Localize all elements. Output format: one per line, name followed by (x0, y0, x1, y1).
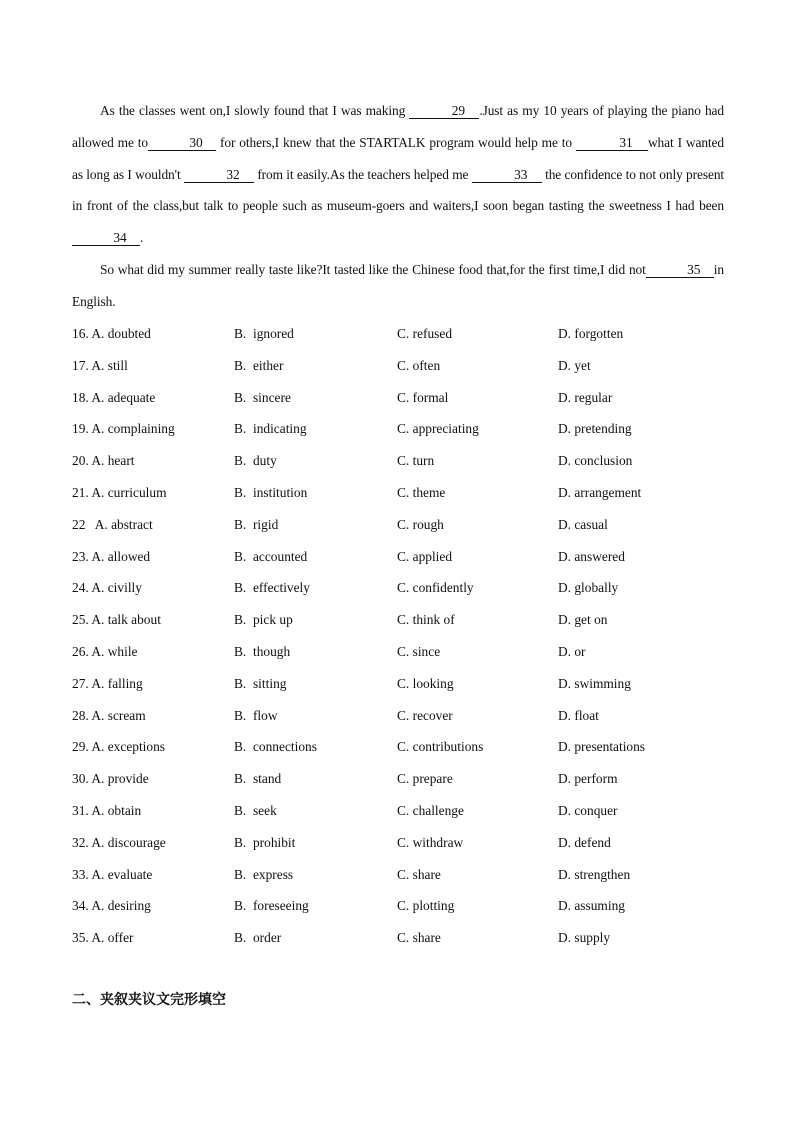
option-d: D. casual (558, 516, 608, 532)
question-number: 32. A. (72, 834, 105, 850)
option-b: B. institution (234, 484, 308, 500)
option-a (72, 827, 166, 859)
passage-text: for others,I knew that the STARTALK program would help me to (220, 134, 572, 150)
passage-text: from it easily.As the teachers helped me (257, 166, 469, 182)
question-row (72, 827, 712, 859)
question-number: 34. A. (72, 898, 105, 914)
option-d: D. regular (558, 389, 613, 405)
passage-text: the confidence to not only present in front of the class,but talk to people such as museum-goers and waiters,I soon began tasting the sweetness I had been (72, 166, 725, 214)
option-d: D. conclusion (558, 453, 633, 469)
option-c: C. appreciating (397, 421, 479, 437)
question-row (72, 413, 712, 445)
question-number: 26. A. (72, 643, 105, 659)
option-b: B. either (234, 357, 284, 373)
option-c: C. share (397, 930, 441, 946)
option-b: B. foreseeing (234, 898, 309, 914)
option-a-text: civilly (107, 580, 142, 596)
option-a (72, 763, 149, 795)
option-b: B. seek (234, 802, 277, 818)
blank-34: 34 (72, 230, 140, 246)
question-number: 27. A. (72, 675, 105, 691)
option-c: C. share (397, 866, 441, 882)
option-c: C. prepare (397, 771, 453, 787)
question-row (72, 445, 712, 477)
option-c: C. formal (397, 389, 449, 405)
option-a (72, 509, 153, 541)
option-d: D. conquer (558, 802, 618, 818)
blank-29: 29 (409, 103, 479, 119)
option-a-text: evaluate (107, 866, 153, 882)
question-row (72, 509, 712, 541)
option-a-text: doubted (107, 326, 151, 341)
passage-text: . (140, 230, 144, 246)
option-a (72, 604, 161, 636)
option-a-text: abstract (111, 516, 153, 532)
question-number: 19. A. (72, 421, 105, 437)
option-a (72, 477, 166, 509)
option-a (72, 731, 165, 763)
option-b: B. duty (234, 453, 277, 469)
blank-33: 33 (472, 167, 542, 183)
question-row (72, 318, 712, 350)
option-a-text: adequate (107, 389, 156, 405)
question-number: 17. A. (72, 357, 105, 373)
question-row (72, 731, 712, 763)
question-number: 23. A. (72, 548, 105, 564)
passage-paragraph-1 (72, 95, 724, 254)
option-d: D. globally (558, 580, 619, 596)
question-number: 29. A. (72, 739, 105, 755)
option-b: B. flow (234, 707, 278, 723)
passage-text: what I wanted as long as I wouldn't (72, 134, 724, 182)
option-a (72, 445, 135, 477)
question-number: 25. A. (72, 612, 105, 628)
option-a-text: provide (107, 771, 149, 787)
question-row (72, 668, 712, 700)
question-number: 24. A. (72, 580, 105, 596)
blank-30: 30 (148, 135, 216, 151)
question-row (72, 636, 712, 668)
question-row (72, 890, 712, 922)
blank-31: 31 (576, 135, 648, 151)
question-row (72, 604, 712, 636)
question-row (72, 382, 712, 414)
option-d: D. forgotten (558, 326, 624, 341)
option-c: C. challenge (397, 802, 464, 818)
option-b: B. sincere (234, 389, 291, 405)
option-a-text: curriculum (107, 484, 167, 500)
question-row (72, 795, 712, 827)
question-number: 31. A. (72, 802, 105, 818)
option-a (72, 572, 142, 604)
passage-text: So what did my summer really taste like?It tasted like the Chinese food that,for the first time,I did not (100, 261, 646, 277)
question-row (72, 477, 712, 509)
option-a-text: while (107, 643, 138, 659)
question-number: 21. A. (72, 484, 105, 500)
option-a (72, 890, 151, 922)
option-d: D. arrangement (558, 484, 642, 500)
question-number: 22 A. (72, 516, 108, 532)
option-c: C. since (397, 643, 441, 659)
passage-text: in English. (72, 261, 724, 309)
option-b: B. rigid (234, 516, 279, 532)
option-a-text: talk about (107, 612, 161, 628)
option-b: B. prohibit (234, 834, 296, 850)
option-a (72, 413, 175, 445)
option-d: D. yet (558, 357, 591, 373)
option-a-text: desiring (107, 898, 151, 914)
option-b: B. effectively (234, 580, 310, 596)
option-a (72, 700, 146, 732)
option-a (72, 382, 155, 414)
option-a (72, 795, 141, 827)
option-a (72, 636, 137, 668)
option-d: D. answered (558, 548, 625, 564)
option-b: B. express (234, 866, 294, 882)
option-a-text: exceptions (107, 739, 165, 755)
question-number: 18. A. (72, 389, 105, 405)
option-c: C. withdraw (397, 834, 464, 850)
blank-32: 32 (184, 167, 254, 183)
question-number: 20. A. (72, 453, 105, 469)
question-row (72, 763, 712, 795)
question-number: 33. A. (72, 866, 105, 882)
option-d: D. perform (558, 771, 618, 787)
question-row (72, 350, 712, 382)
option-c: C. contributions (397, 739, 484, 755)
option-a (72, 922, 134, 954)
option-b: B. pick up (234, 612, 293, 628)
passage-paragraph-2 (72, 254, 724, 318)
question-row (72, 859, 712, 891)
option-c: C. rough (397, 516, 444, 532)
cloze-passage (72, 95, 724, 318)
option-b: B. indicating (234, 421, 307, 437)
option-a (72, 859, 152, 891)
question-number: 28. A. (72, 707, 105, 723)
question-number: 16. A. (72, 326, 105, 341)
option-a-text: offer (107, 930, 134, 946)
option-d: D. assuming (558, 898, 625, 914)
option-d: D. defend (558, 834, 611, 850)
option-b: B. ignored (234, 326, 294, 341)
option-d: D. supply (558, 930, 611, 946)
option-d: D. swimming (558, 675, 631, 691)
option-a-text: still (107, 357, 128, 373)
option-d: D. float (558, 707, 599, 723)
option-c: C. think of (397, 612, 455, 628)
option-a-text: falling (107, 675, 143, 691)
option-a-text: obtain (107, 802, 142, 818)
option-d: D. or (558, 643, 586, 659)
option-a (72, 668, 143, 700)
option-c: C. plotting (397, 898, 455, 914)
question-number: 35. A. (72, 930, 105, 946)
question-row (72, 922, 712, 954)
option-c: C. refused (397, 326, 453, 341)
option-b: B. connections (234, 739, 317, 755)
section-heading: 二、夹叙夹议文完形填空 (72, 992, 226, 1008)
option-d: D. pretending (558, 421, 632, 437)
question-number: 30. A. (72, 771, 105, 787)
option-b: B. though (234, 643, 291, 659)
question-row (72, 541, 712, 573)
option-c: C. applied (397, 548, 453, 564)
option-c: C. looking (397, 675, 454, 691)
option-a-text: allowed (107, 548, 151, 564)
option-a-text: discourage (107, 834, 166, 850)
option-d: D. strengthen (558, 866, 631, 882)
option-c: C. turn (397, 453, 435, 469)
blank-35: 35 (646, 262, 714, 278)
option-c: C. recover (397, 707, 453, 723)
option-a-text: heart (107, 453, 135, 469)
option-a (72, 541, 150, 573)
option-a (72, 350, 128, 382)
option-c: C. theme (397, 484, 446, 500)
option-b: B. stand (234, 771, 282, 787)
question-row (72, 572, 712, 604)
option-c: C. confidently (397, 580, 474, 596)
question-row (72, 700, 712, 732)
option-d: D. get on (558, 612, 608, 628)
option-b: B. sitting (234, 675, 287, 691)
answer-options-list (72, 318, 712, 954)
passage-text: As the classes went on,I slowly found that I was making (100, 103, 406, 118)
passage-text: .Just as my 10 years of playing the piano had allowed me to (72, 103, 724, 150)
option-a-text: complaining (107, 421, 175, 437)
option-b: B. order (234, 930, 282, 946)
option-d: D. presentations (558, 739, 646, 755)
option-b: B. accounted (234, 548, 308, 564)
option-a-text: scream (107, 707, 146, 723)
option-c: C. often (397, 357, 441, 373)
option-a (72, 318, 151, 350)
